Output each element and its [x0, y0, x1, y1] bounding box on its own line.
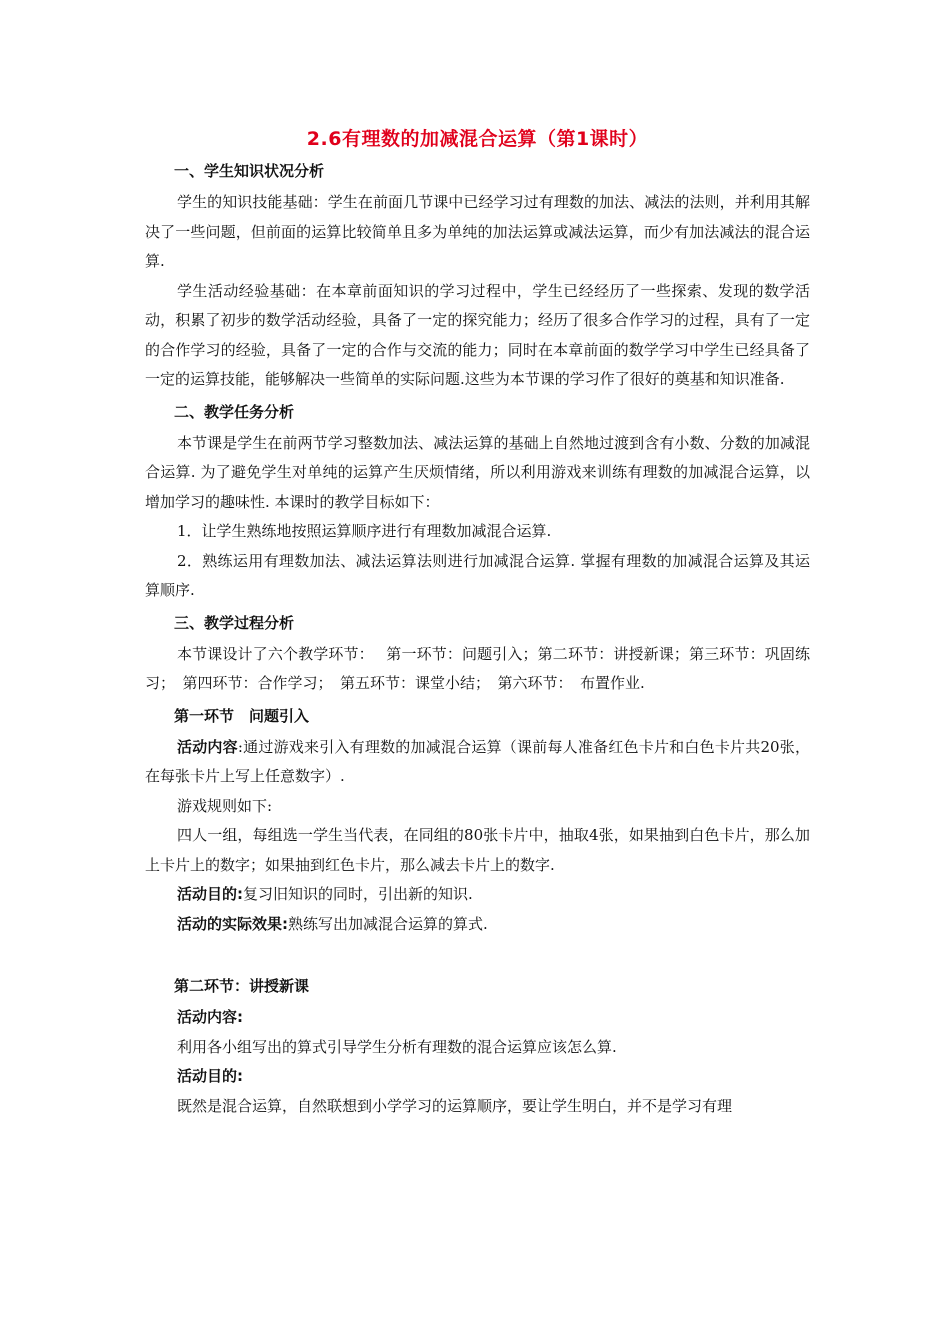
step2-content-text: 利用各小组写出的算式引导学生分析有理数的混合运算应该怎么算.	[177, 1037, 617, 1056]
step1-activity-content	[145, 733, 810, 792]
section-heading-student-analysis: 一、学生知识状况分析	[174, 162, 325, 180]
section-heading-process-analysis: 三、教学过程分析	[174, 613, 295, 632]
step1-content-label: 活动内容	[177, 737, 238, 756]
step1-goal-label: 活动目的:	[177, 885, 243, 903]
teaching-goal-2: 2．熟练运用有理数加法、减法运算法则进行加减混合运算. 掌握有理数的加减混合运算及其运算顺序.	[145, 551, 810, 599]
step1-activity-goal	[145, 880, 810, 910]
step2-goal-label-line	[145, 1062, 810, 1092]
step1-content-text: :通过游戏来引入有理数的加减混合运算（课前每人准备红色卡片和白色卡片共20张，在每张卡片上写上任意数字）.	[145, 737, 810, 785]
paragraph-experience-basis: 学生活动经验基础：在本章前面知识的学习过程中，学生已经经历了一些探索、发现的数学活动，积累了初步的数学活动经验，具备了一定的探究能力；经历了很多合作学习的过程，具有了一定的合作学习的经验，具备了一定的合作与交流的能力；同时在本章前面的数学学习中学生已经具备了一定的运算技能，能够解决一些简单的实际问题.这些为本节课的学习作了很好的奠基和知识准备.	[145, 281, 810, 388]
paragraph-knowledge-basis: 学生的知识技能基础：学生在前面几节课中已经学习过有理数的加法、减法的法则，并利用其解决了一些问题，但前面的运算比较简单且多为单纯的加法运算或减法运算，而少有加法减法的混合运算.	[145, 193, 810, 270]
spacer	[145, 939, 810, 969]
step2-goal-label: 活动目的:	[177, 1067, 243, 1085]
step1-goal-text: 复习旧知识的同时，引出新的知识.	[243, 885, 473, 903]
document-title: 2.6有理数的加减混合运算（第1课时）	[306, 128, 649, 150]
step2-heading: 第二环节：讲授新课	[174, 977, 310, 995]
step2-goal-text: 既然是混合运算，自然联想到小学学习的运算顺序，要让学生明白，并不是学习有理	[177, 1096, 733, 1115]
section-heading-task-analysis: 二、教学任务分析	[174, 402, 295, 421]
step1-rules: 四人一组，每组选一学生当代表，在同组的80张卡片中，抽取4张，如果抽到白色卡片，那么加上卡片上的数字；如果抽到红色卡片，那么减去卡片上的数字.	[145, 826, 810, 874]
paragraph-task-intro: 本节课是学生在前两节学习整数加法、减法运算的基础上自然地过渡到含有小数、分数的加减混合运算. 为了避免学生对单纯的运算产生厌烦情绪，所以利用游戏来训练有理数的加减混合运算，以增加学习的趣味性. 本课时的教学目标如下：	[145, 433, 810, 511]
step2-content-label-line	[145, 1003, 810, 1033]
document-body	[145, 126, 810, 1121]
step1-heading: 第一环节 问题引入	[174, 706, 310, 725]
step1-rules-intro: 游戏规则如下:	[177, 796, 273, 815]
step1-effect-label: 活动的实际效果:	[177, 914, 288, 933]
paragraph-process-overview: 本节课设计了六个教学环节： 第一环节：问题引入；第二环节：讲授新课；第三环节：巩固练习； 第四环节：合作学习； 第五环节：课堂小结； 第六环节： 布置作业.	[145, 644, 810, 692]
step2-content-label: 活动内容:	[177, 1008, 243, 1026]
step1-activity-effect	[145, 910, 810, 940]
step1-effect-text: 熟练写出加减混合运算的算式.	[288, 914, 488, 933]
teaching-goal-1: 1．让学生熟练地按照运算顺序进行有理数加减混合运算.	[177, 522, 552, 540]
